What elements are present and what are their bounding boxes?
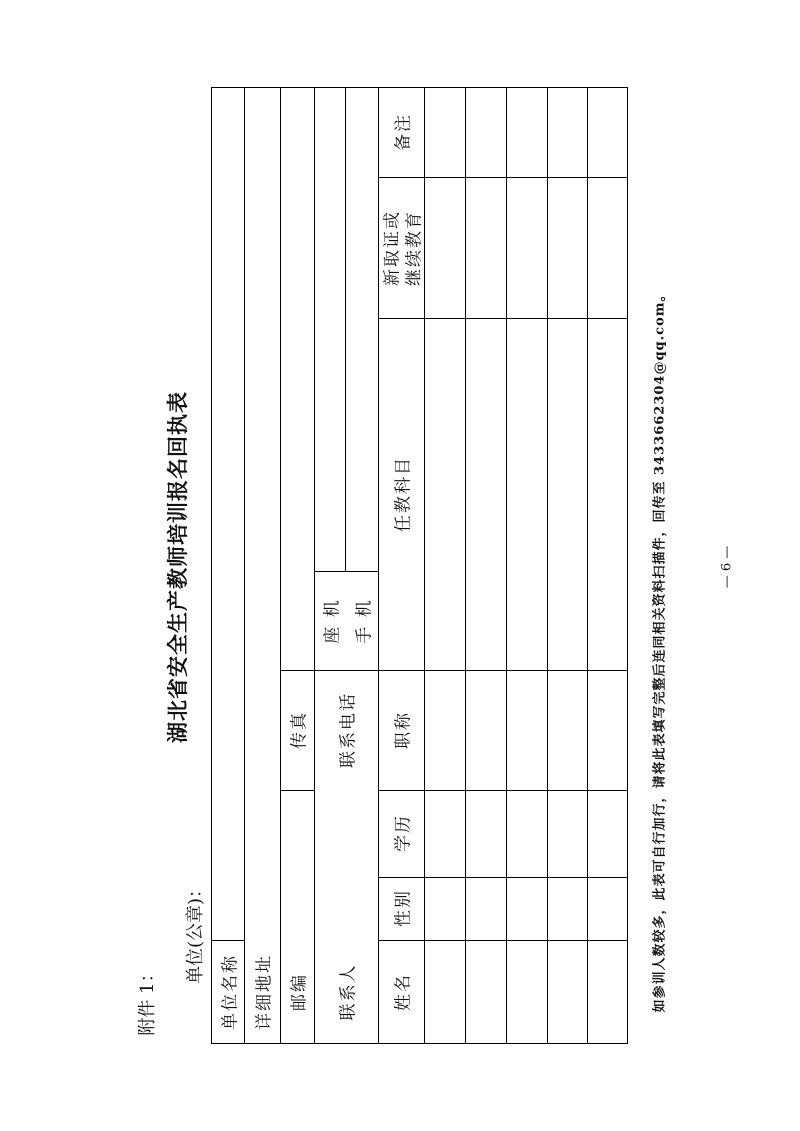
attachment-label: 附件 1： (137, 964, 158, 1036)
header-education: 学历 (393, 814, 414, 852)
header-subject: 任教科目 (393, 456, 414, 532)
address-label: 详细地址 (254, 954, 275, 1030)
contact-person-label: 联系人 (338, 963, 359, 1021)
footer-note: 如参训人数较多，此表可自行加行，请将此表填写完整后连同相关资料扫描件，回传至 3433662304@qq.com。 (652, 287, 668, 1013)
unit-seal-label: 单位(公章)： (185, 879, 206, 985)
mobile-label: 手 机 (354, 598, 375, 644)
header-job-title: 职称 (393, 711, 414, 749)
contact-phone-label: 联系电话 (338, 692, 359, 768)
header-certificate-line2: 继续教育 (404, 210, 425, 286)
page-title: 湖北省安全生产教师培训报名回执表 (165, 391, 190, 743)
fax-label: 传真 (289, 711, 310, 749)
header-certificate-line1: 新取证或 (382, 210, 403, 286)
header-remarks: 备注 (393, 113, 414, 151)
header-name: 姓名 (393, 973, 414, 1011)
postcode-label: 邮编 (289, 973, 310, 1011)
header-gender: 性别 (393, 889, 414, 927)
page-number: — 6 — (719, 545, 735, 589)
unit-name-label: 单位名称 (220, 954, 241, 1030)
landline-label: 座 机 (322, 598, 343, 644)
